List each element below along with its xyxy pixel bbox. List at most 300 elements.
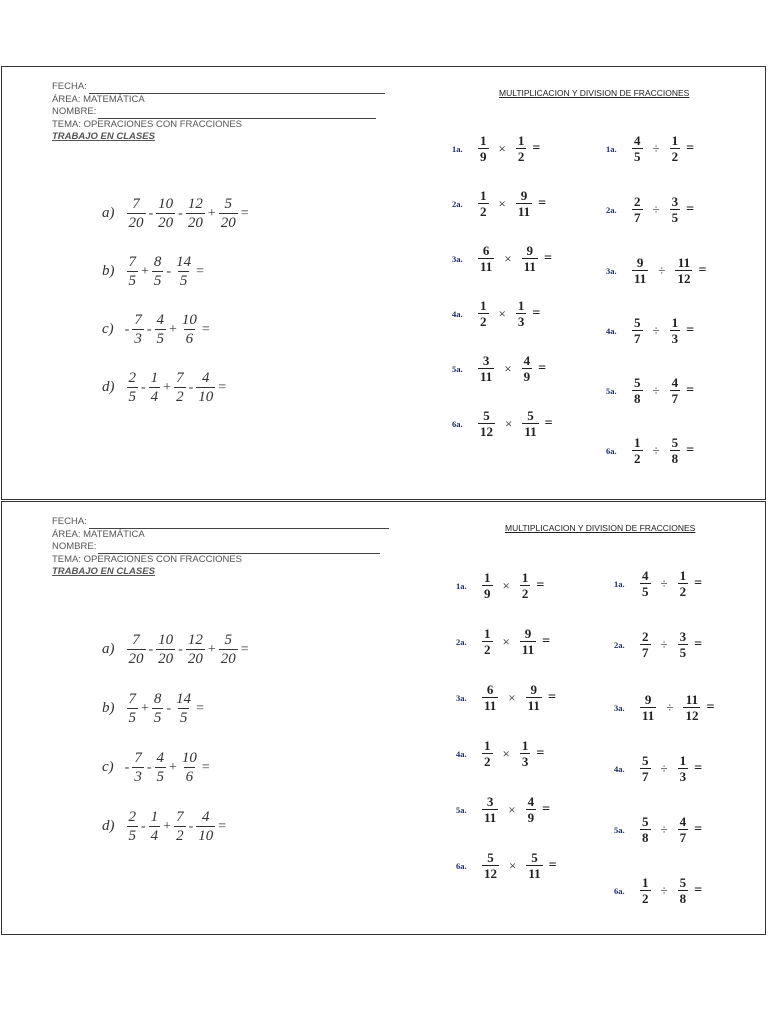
denominator: 7 — [634, 210, 641, 225]
numerator: 11 — [677, 255, 691, 270]
numerator: 1 — [517, 298, 525, 313]
operator-sign: - — [124, 759, 130, 775]
exercise-label: d) — [102, 818, 115, 834]
fraction — [526, 794, 537, 825]
denominator: 11 — [480, 259, 493, 274]
divide-sign: ÷ — [666, 699, 674, 715]
operator-sign: - — [148, 641, 154, 657]
denominator: 7 — [679, 830, 687, 845]
denominator: 7 — [671, 391, 679, 406]
operator-sign: - — [166, 263, 172, 279]
area-line — [52, 529, 389, 542]
division-problem — [606, 315, 694, 346]
times-sign: × — [508, 689, 516, 705]
multiplication-problem — [452, 408, 553, 439]
fraction — [482, 682, 498, 713]
operator-sign: + — [141, 263, 149, 279]
denominator: 11 — [517, 204, 531, 219]
division-problem — [606, 194, 694, 225]
times-sign: × — [498, 195, 506, 211]
fraction — [678, 875, 689, 906]
operator-sign: - — [148, 205, 154, 221]
multiplication-problem — [456, 794, 550, 825]
fraction — [156, 195, 175, 232]
numerator: 5 — [679, 875, 687, 890]
equals-sign: = — [686, 442, 695, 458]
numerator: 4 — [523, 353, 531, 368]
equals-sign: = — [538, 195, 547, 211]
multiplication-problem — [456, 682, 556, 713]
equals-sign: = — [532, 140, 541, 156]
problem-label: 3a. — [614, 702, 625, 713]
denominator: 11 — [523, 259, 536, 274]
tema-line — [52, 119, 385, 132]
division-problem — [614, 814, 702, 845]
fraction — [127, 808, 139, 845]
numerator: 9 — [520, 188, 528, 203]
fraction — [678, 753, 689, 784]
fraction — [670, 435, 681, 466]
denominator: 2 — [484, 642, 491, 657]
fraction — [127, 253, 139, 290]
numerator: 4 — [679, 814, 687, 829]
fecha-line — [52, 516, 389, 529]
numerator: 12 — [187, 632, 203, 648]
numerator: 6 — [482, 243, 490, 258]
numerator: 5 — [642, 753, 649, 768]
fraction — [640, 753, 651, 784]
equals-sign: = — [544, 415, 553, 431]
numerator: 9 — [526, 243, 534, 258]
equals-sign: = — [694, 760, 703, 776]
denominator: 20 — [128, 215, 144, 231]
numerator: 7 — [134, 750, 142, 766]
fraction — [516, 188, 532, 219]
numerator: 5 — [634, 375, 641, 390]
denominator: 3 — [134, 331, 142, 347]
times-sign: × — [502, 633, 510, 649]
equals-sign: = — [542, 801, 551, 817]
denominator: 3 — [679, 769, 687, 784]
nombre-blank[interactable] — [98, 544, 380, 554]
denominator: 11 — [527, 698, 540, 713]
multiplication-problem — [456, 738, 544, 769]
denominator: 8 — [679, 891, 687, 906]
denominator: 2 — [642, 891, 649, 906]
section-title: MULTIPLICACION Y DIVISION DE FRACCIONES — [505, 523, 696, 533]
multiplication-problem — [452, 353, 546, 384]
fraction — [186, 631, 205, 668]
problem-label: 2a. — [456, 636, 467, 647]
divide-sign: ÷ — [660, 760, 668, 776]
exercise-label: c) — [102, 321, 114, 337]
equals-sign: = — [694, 575, 703, 591]
problem-label: 2a. — [606, 204, 617, 215]
equals-sign: = — [542, 633, 551, 649]
nombre-label: NOMBRE: — [52, 106, 97, 117]
fraction — [526, 850, 542, 881]
fraction — [132, 749, 144, 786]
problem-label: 5a. — [614, 824, 625, 835]
fraction — [174, 369, 186, 406]
numerator: 10 — [181, 312, 197, 328]
fraction — [670, 133, 681, 164]
equals-sign: = — [686, 140, 695, 156]
fraction — [186, 195, 205, 232]
fraction — [632, 194, 643, 225]
multiplication-problem — [452, 243, 552, 274]
numerator: 1 — [484, 626, 491, 641]
denominator: 2 — [480, 314, 487, 329]
denominator: 5 — [128, 389, 136, 405]
denominator: 20 — [220, 215, 236, 231]
operator-sign: - — [188, 379, 194, 395]
numerator: 14 — [176, 254, 192, 270]
fraction — [670, 375, 681, 406]
fraction — [478, 188, 489, 219]
equals-sign: = — [548, 857, 557, 873]
numerator: 4 — [671, 375, 679, 390]
division-problem — [606, 255, 706, 286]
numerator: 1 — [642, 875, 649, 890]
numerator: 1 — [150, 809, 159, 825]
fraction — [196, 369, 215, 406]
problem-label: 5a. — [452, 363, 463, 374]
problem-label: 6a. — [606, 445, 617, 456]
denominator: 20 — [158, 215, 174, 231]
times-sign: × — [502, 577, 510, 593]
nombre-blank[interactable] — [98, 109, 376, 119]
denominator: 20 — [220, 651, 236, 667]
denominator: 10 — [198, 828, 214, 844]
tema-line — [52, 554, 389, 567]
numerator: 8 — [153, 254, 162, 270]
multiplication-problem — [452, 133, 540, 164]
times-sign: × — [505, 415, 513, 431]
divide-sign: ÷ — [652, 442, 660, 458]
equals-sign: = — [240, 205, 249, 221]
tema-text: TEMA: OPERACIONES CON FRACCIONES — [52, 553, 243, 565]
numerator: 11 — [685, 692, 699, 707]
numerator: 1 — [484, 738, 491, 753]
fraction — [127, 690, 139, 727]
divide-sign: ÷ — [652, 140, 660, 156]
fraction — [516, 133, 527, 164]
numerator: 1 — [634, 435, 641, 450]
division-problem — [614, 629, 702, 660]
denominator: 2 — [521, 586, 529, 601]
operator-sign: - — [124, 321, 130, 337]
denominator: 10 — [198, 389, 214, 405]
times-sign: × — [504, 250, 512, 266]
equals-sign: = — [686, 382, 695, 398]
problem-label: 4a. — [614, 763, 625, 774]
tema-text: TEMA: OPERACIONES CON FRACCIONES — [52, 118, 243, 130]
numerator: 7 — [132, 196, 140, 212]
numerator: 10 — [181, 750, 197, 766]
operator-sign: - — [178, 641, 183, 657]
fraction — [174, 808, 186, 845]
numerator: 2 — [642, 629, 649, 644]
fraction — [632, 375, 643, 406]
problem-label: 4a. — [606, 325, 617, 336]
fraction — [670, 194, 681, 225]
equals-sign: = — [694, 821, 703, 837]
fraction — [180, 749, 199, 786]
multiplication-problem — [452, 188, 546, 219]
numerator: 4 — [156, 312, 164, 328]
numerator: 5 — [642, 814, 649, 829]
multiplication-problem — [452, 298, 540, 329]
operator-sign: - — [141, 818, 146, 834]
divide-sign: ÷ — [660, 882, 668, 898]
equals-sign: = — [698, 262, 707, 278]
exercise-row — [102, 690, 204, 727]
numerator: 1 — [521, 570, 529, 585]
denominator: 7 — [634, 331, 641, 346]
fraction — [640, 875, 651, 906]
numerator: 10 — [158, 632, 174, 648]
equals-sign: = — [196, 700, 204, 716]
denominator: 7 — [642, 769, 649, 784]
operator-sign: + — [163, 818, 172, 834]
fraction — [640, 814, 651, 845]
section-title: MULTIPLICACION Y DIVISION DE FRACCIONES — [499, 88, 690, 98]
equals-sign: = — [543, 250, 552, 266]
numerator: 7 — [128, 691, 136, 707]
fraction — [155, 311, 167, 348]
denominator: 9 — [480, 149, 487, 164]
numerator: 1 — [150, 370, 159, 386]
fraction — [678, 814, 689, 845]
times-sign: × — [502, 745, 510, 761]
fraction — [127, 369, 139, 406]
denominator: 11 — [484, 810, 497, 825]
fraction — [180, 311, 199, 348]
denominator: 11 — [642, 708, 655, 723]
divide-sign: ÷ — [660, 575, 668, 591]
problem-label: 6a. — [614, 885, 625, 896]
numerator: 5 — [531, 850, 538, 865]
fraction — [482, 570, 493, 601]
multiplication-problem — [456, 570, 544, 601]
denominator: 20 — [187, 215, 203, 231]
denominator: 11 — [524, 424, 537, 439]
numerator: 4 — [642, 568, 649, 583]
fecha-blank[interactable] — [89, 84, 385, 94]
fraction — [127, 631, 146, 668]
division-problem — [606, 375, 694, 406]
operator-sign: - — [141, 379, 146, 395]
numerator: 1 — [671, 133, 679, 148]
division-problem — [614, 692, 714, 723]
problem-label: 3a. — [452, 253, 463, 264]
denominator: 5 — [128, 710, 136, 726]
fraction — [478, 408, 495, 439]
denominator: 20 — [158, 651, 174, 667]
fraction — [478, 243, 494, 274]
divide-sign: ÷ — [652, 201, 660, 217]
denominator: 8 — [642, 830, 649, 845]
numerator: 8 — [153, 691, 162, 707]
numerator: 7 — [134, 312, 142, 328]
numerator: 3 — [486, 794, 494, 809]
fraction — [632, 315, 643, 346]
equals-sign: = — [694, 636, 703, 652]
division-problem — [606, 133, 694, 164]
exercise-row — [102, 369, 226, 406]
numerator: 9 — [644, 692, 652, 707]
numerator: 9 — [524, 626, 532, 641]
denominator: 9 — [527, 810, 535, 825]
equals-sign: = — [201, 759, 210, 775]
nombre-line — [52, 541, 389, 554]
operator-sign: - — [188, 818, 194, 834]
equals-sign: = — [196, 263, 204, 279]
fecha-label: FECHA: — [52, 81, 87, 92]
denominator: 2 — [517, 149, 525, 164]
fecha-line — [52, 81, 385, 94]
numerator: 12 — [187, 196, 203, 212]
fraction — [526, 682, 542, 713]
fraction — [675, 255, 692, 286]
denominator: 2 — [176, 389, 184, 405]
fraction — [174, 253, 193, 290]
denominator: 3 — [671, 331, 679, 346]
operator-sign: + — [141, 700, 149, 716]
equals-sign: = — [547, 689, 556, 705]
times-sign: × — [504, 360, 512, 376]
exercise-label: d) — [102, 379, 115, 395]
equals-sign: = — [532, 305, 541, 321]
exercise-row — [102, 253, 204, 290]
equals-sign: = — [536, 577, 545, 593]
exercise-row — [102, 195, 249, 232]
equals-sign: = — [538, 360, 547, 376]
denominator: 2 — [679, 584, 687, 599]
operator-sign: + — [169, 321, 177, 337]
operator-sign: - — [166, 700, 172, 716]
exercise-row — [102, 311, 210, 348]
fraction — [632, 255, 648, 286]
denominator: 5 — [153, 273, 162, 289]
problem-label: 1a. — [452, 143, 463, 154]
exercise-label: a) — [102, 205, 115, 221]
fraction — [196, 808, 215, 845]
times-sign: × — [509, 857, 517, 873]
denominator: 12 — [677, 271, 691, 286]
fraction — [522, 243, 538, 274]
fraction — [478, 353, 494, 384]
fraction — [640, 692, 656, 723]
multiplication-problem — [456, 626, 550, 657]
problem-label: 6a. — [452, 418, 463, 429]
numerator: 1 — [521, 738, 529, 753]
numerator: 4 — [156, 750, 164, 766]
numerator: 9 — [530, 682, 538, 697]
denominator: 9 — [484, 586, 491, 601]
numerator: 4 — [202, 809, 210, 825]
denominator: 5 — [153, 710, 162, 726]
fecha-label: FECHA: — [52, 516, 87, 527]
fraction — [632, 133, 643, 164]
denominator: 5 — [671, 210, 679, 225]
operator-sign: + — [207, 205, 216, 221]
numerator: 5 — [527, 408, 534, 423]
denominator: 3 — [517, 314, 525, 329]
fraction — [640, 568, 651, 599]
equals-sign: = — [686, 201, 695, 217]
denominator: 5 — [128, 828, 136, 844]
denominator: 11 — [528, 866, 541, 881]
worksheet-bottom — [1, 501, 766, 935]
area-text: ÁREA: MATEMÁTICA — [52, 93, 145, 105]
denominator: 20 — [187, 651, 203, 667]
exercise-label: c) — [102, 759, 114, 775]
fraction — [132, 311, 144, 348]
fraction — [219, 195, 238, 232]
numerator: 3 — [679, 629, 687, 644]
denominator: 2 — [671, 149, 679, 164]
divide-sign: ÷ — [660, 636, 668, 652]
trabajo-line — [52, 131, 385, 144]
worksheet-header — [52, 516, 389, 579]
fecha-blank[interactable] — [89, 519, 389, 529]
numerator: 7 — [176, 809, 184, 825]
numerator: 7 — [132, 632, 140, 648]
numerator: 7 — [176, 370, 184, 386]
fraction — [678, 568, 689, 599]
operator-sign: + — [169, 759, 177, 775]
fraction — [670, 315, 681, 346]
divide-sign: ÷ — [658, 262, 666, 278]
division-problem — [614, 568, 702, 599]
problem-label: 3a. — [456, 692, 467, 703]
denominator: 12 — [480, 424, 493, 439]
denominator: 11 — [634, 271, 647, 286]
worksheet-header — [52, 81, 385, 144]
exercise-label: b) — [102, 700, 115, 716]
numerator: 1 — [671, 315, 679, 330]
problem-label: 6a. — [456, 860, 467, 871]
denominator: 7 — [642, 645, 649, 660]
denominator: 9 — [523, 369, 531, 384]
exercise-row — [102, 631, 249, 668]
denominator: 20 — [128, 651, 144, 667]
problem-label: 5a. — [456, 804, 467, 815]
fraction — [632, 435, 643, 466]
operator-sign: + — [163, 379, 172, 395]
fraction — [149, 369, 161, 406]
fraction — [155, 749, 167, 786]
denominator: 4 — [150, 389, 159, 405]
fraction — [482, 794, 498, 825]
fraction — [482, 850, 499, 881]
fraction — [482, 626, 493, 657]
denominator: 6 — [185, 331, 194, 347]
numerator: 6 — [486, 682, 494, 697]
problem-label: 3a. — [606, 265, 617, 276]
denominator: 5 — [179, 273, 188, 289]
operator-sign: - — [146, 321, 152, 337]
numerator: 9 — [636, 255, 644, 270]
denominator: 2 — [480, 204, 487, 219]
numerator: 4 — [202, 370, 210, 386]
fraction — [482, 738, 493, 769]
equals-sign: = — [706, 699, 715, 715]
fraction — [219, 631, 238, 668]
denominator: 5 — [634, 149, 641, 164]
